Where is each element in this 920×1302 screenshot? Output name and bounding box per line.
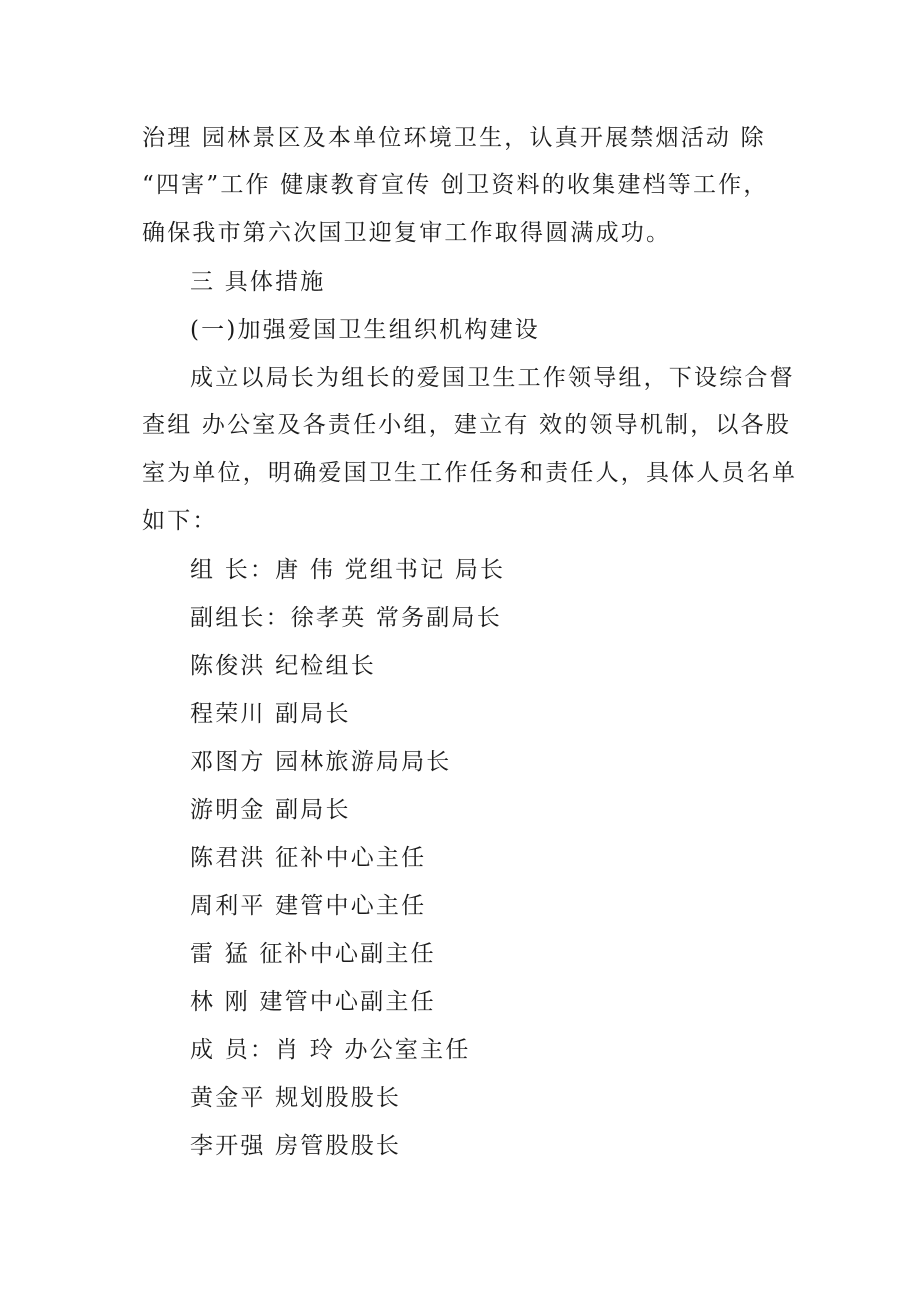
member-line: 组 长：唐 伟 党组书记 局长 — [190, 557, 506, 583]
body-line: 室为单位，明确爱国卫生工作任务和责任人，具体人员名单 — [142, 460, 798, 486]
member-line: 副组长：徐孝英 常务副局长 — [190, 605, 502, 631]
section-heading: 三 具体措施 — [190, 269, 326, 295]
subsection-heading: (一)加强爱国卫生组织机构建设 — [190, 317, 540, 343]
member-line: 游明金 副局长 — [190, 797, 351, 823]
member-line: 陈俊洪 纪检组长 — [190, 653, 376, 679]
member-line: 程荣川 副局长 — [190, 701, 351, 727]
body-line: 成立以局长为组长的爱国卫生工作领导组，下设综合督 — [190, 365, 795, 391]
intro-line: 确保我市第六次国卫迎复审工作取得圆满成功。 — [142, 220, 672, 246]
intro-line: 治理 园林景区及本单位环境卫生，认真开展禁烟活动 除 — [142, 125, 766, 151]
member-line: 黄金平 规划股股长 — [190, 1085, 402, 1111]
member-line: 林 刚 建管中心副主任 — [190, 989, 436, 1015]
intro-line: “四害”工作 健康教育宣传 创卫资料的收集建档等工作， — [142, 172, 769, 198]
member-line: 周利平 建管中心主任 — [190, 893, 427, 919]
member-line: 李开强 房管股股长 — [190, 1133, 402, 1159]
member-line: 邓图方 园林旅游局局长 — [190, 749, 452, 775]
body-line: 如下： — [142, 508, 218, 534]
member-line: 雷 猛 征补中心副主任 — [190, 941, 436, 967]
member-line: 成 员：肖 玲 办公室主任 — [190, 1037, 471, 1063]
body-line: 查组 办公室及各责任小组，建立有 效的领导机制，以各股 — [142, 412, 792, 438]
member-line: 陈君洪 征补中心主任 — [190, 845, 427, 871]
